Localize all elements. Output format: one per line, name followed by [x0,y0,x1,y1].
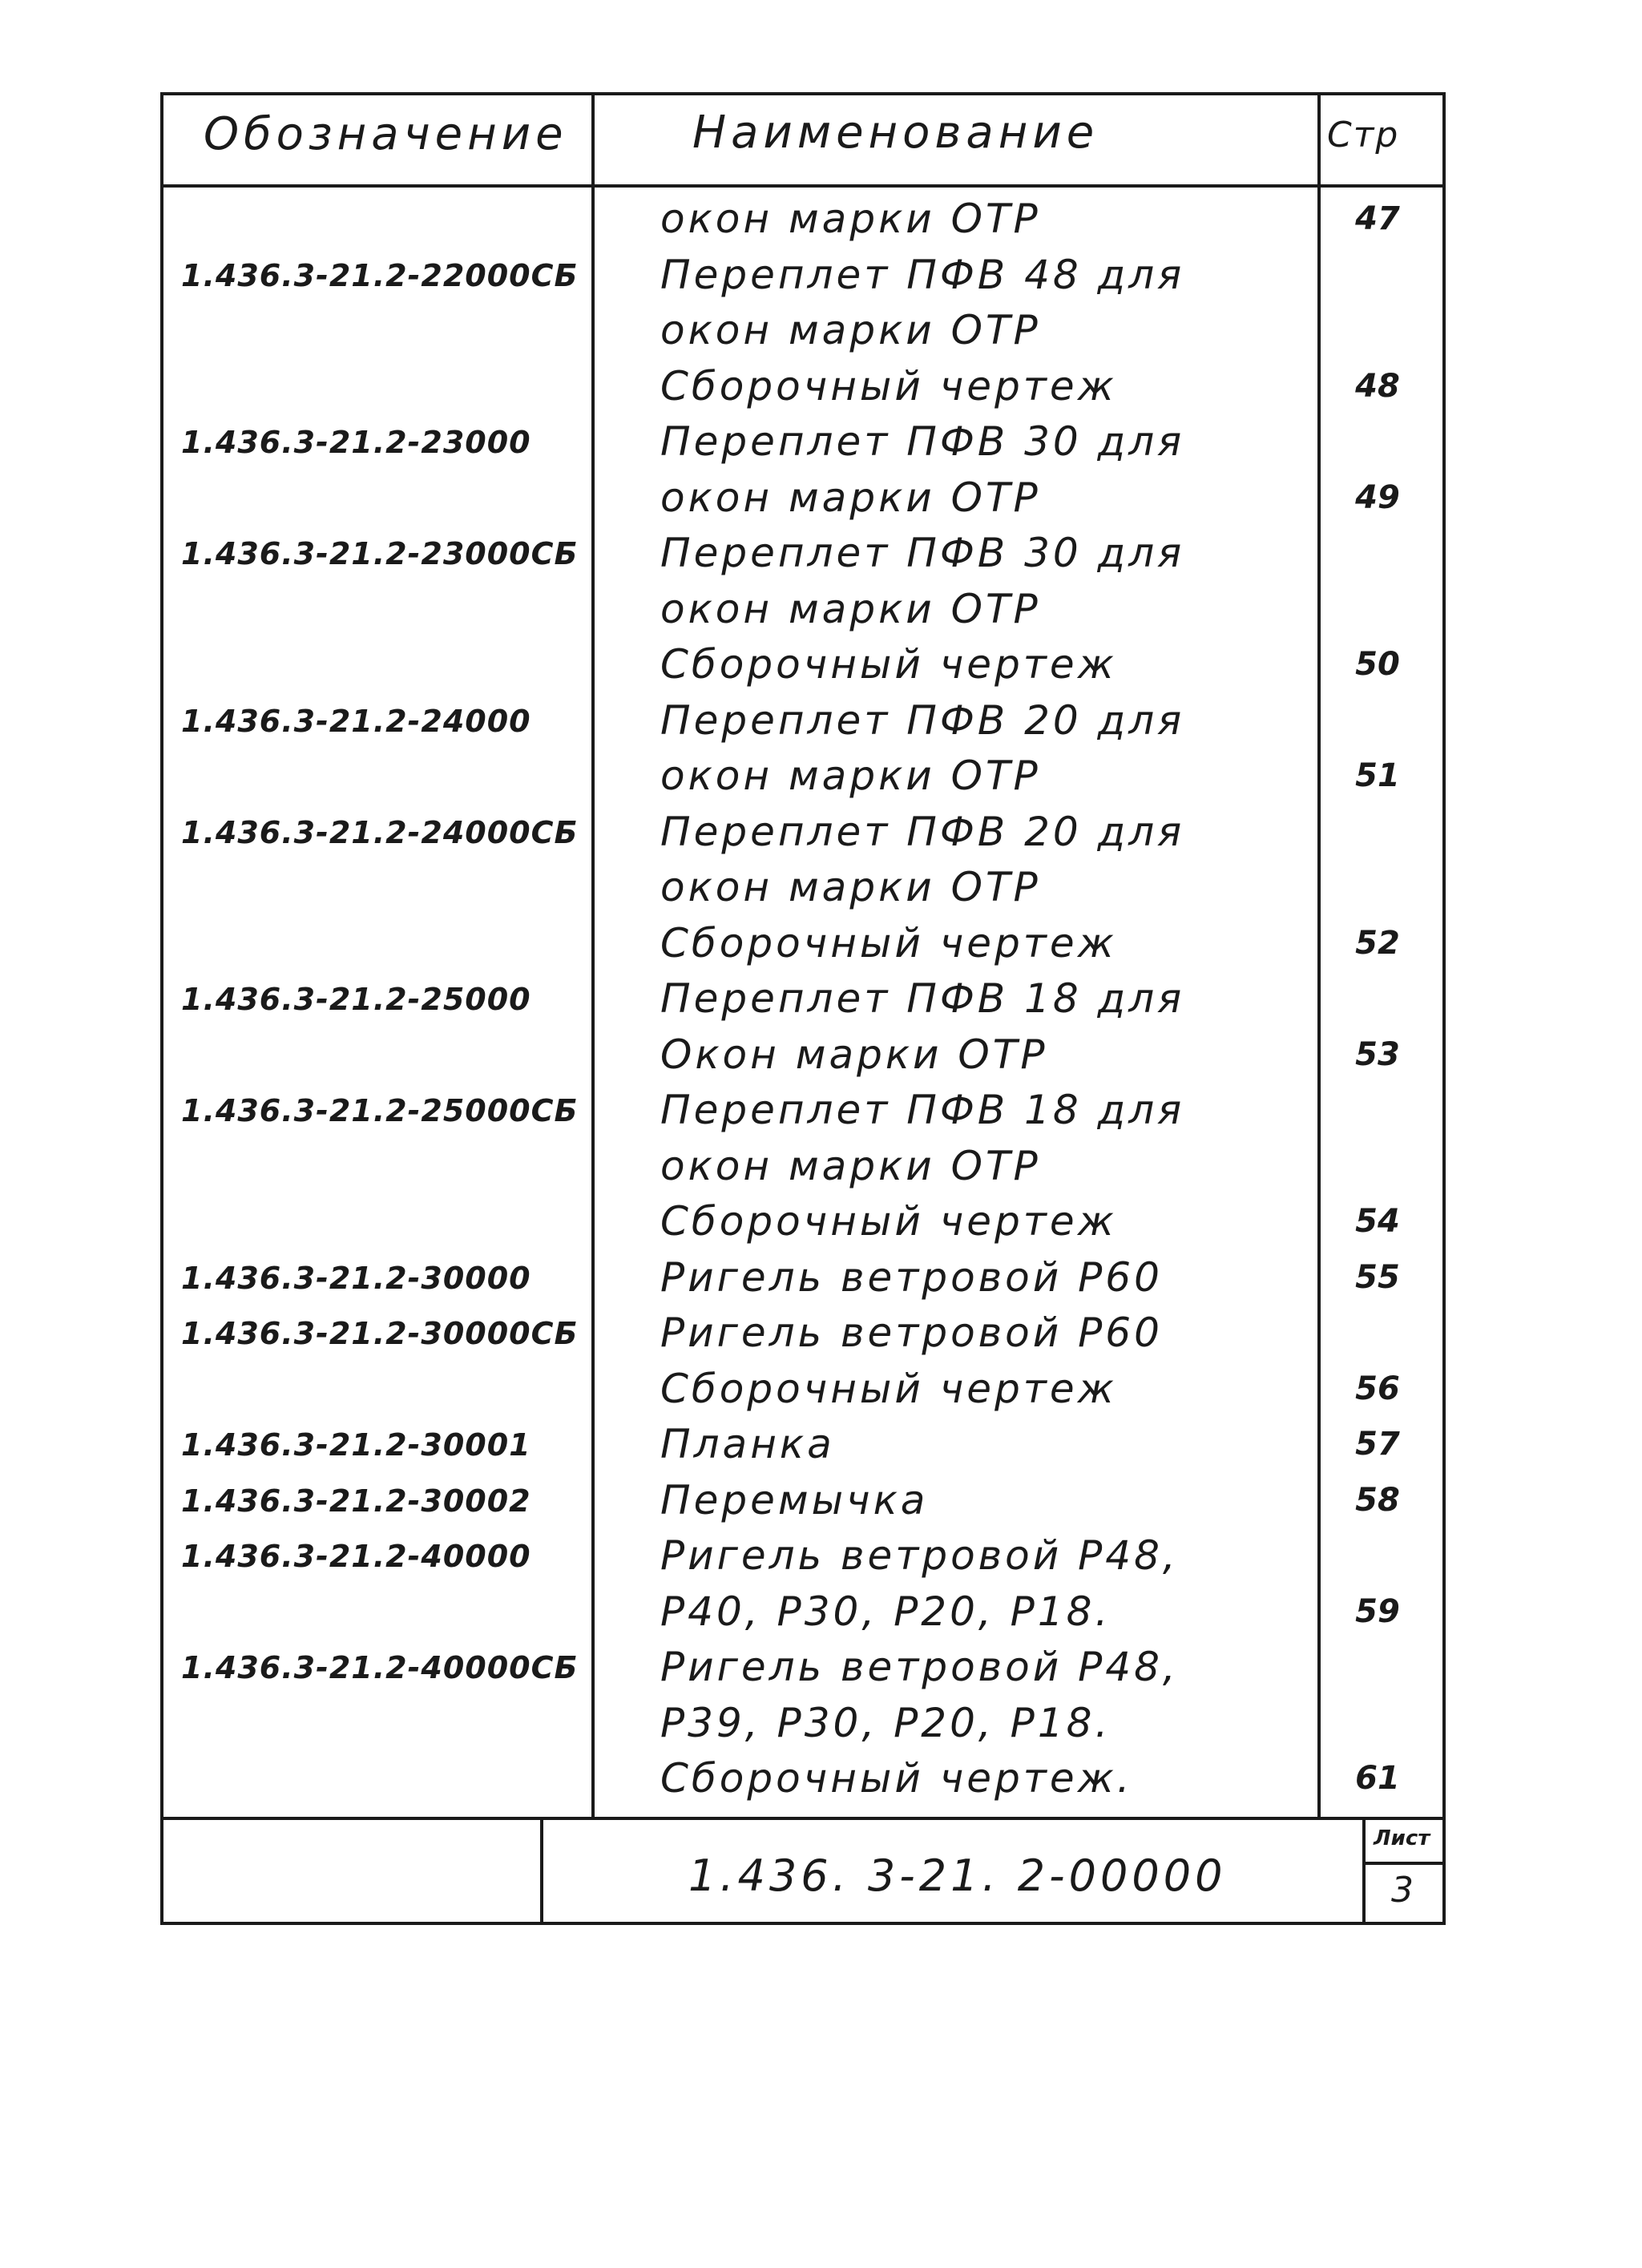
row-name: окон марки ОТР [660,196,1041,242]
row-page: 47 [1355,200,1400,237]
row-name: Ригель ветровой Р60 [660,1253,1163,1301]
row-name: Ригель ветровой Р48, [660,1532,1179,1579]
header-designation: Обозначение [204,108,568,160]
row-page: 55 [1355,1258,1400,1296]
row-name: Ригель ветровой Р48, [660,1644,1179,1690]
sheet-number: 3 [1391,1870,1414,1911]
row-page: 51 [1355,757,1400,794]
table-row [163,307,1446,360]
row-designation: 1.436.3-21.2-40000 [181,1539,531,1574]
footer-divider [163,1817,1446,1820]
row-page: 56 [1355,1370,1400,1407]
row-name: окон марки ОТР [660,307,1041,353]
row-page: 54 [1355,1203,1400,1240]
row-designation: 1.436.3-21.2-30001 [181,1427,531,1463]
row-page: 53 [1355,1035,1400,1073]
table-row [163,1421,1446,1474]
header-divider [163,184,1446,188]
row-designation: 1.436.3-21.2-30000СБ [181,1316,579,1351]
row-page: 50 [1355,646,1400,683]
row-name: Сборочный чертеж [660,362,1117,410]
document-sheet [160,92,1446,1925]
table-row [163,641,1446,694]
table-row [163,1031,1446,1084]
row-designation: 1.436.3-21.2-40000СБ [181,1650,579,1685]
table-row [163,975,1446,1028]
row-name: Сборочный чертеж [660,1365,1117,1412]
row-page: 61 [1355,1760,1400,1797]
table-row [163,418,1446,471]
footer-divider-right [1362,1817,1366,1925]
table-row [163,1532,1446,1585]
row-page: 58 [1355,1481,1400,1519]
table-row [163,196,1446,248]
table-row [163,252,1446,305]
row-name: Планка [660,1421,835,1467]
header-name: Наименование [692,107,1099,159]
row-name: Переплет ПФВ 20 для [660,808,1185,855]
table-row [163,1477,1446,1530]
table-row [163,363,1446,416]
row-name: окон марки ОТР [660,474,1041,521]
sheet-label: Лист [1374,1826,1430,1850]
row-name: окон марки ОТР [660,753,1041,799]
table-row [163,586,1446,639]
header-page: Стр [1327,115,1400,155]
table-row [163,1755,1446,1808]
row-name: Переплет ПФВ 20 для [660,696,1185,744]
footer-divider-left [540,1817,543,1925]
contents-table [163,196,1446,1814]
table-row [163,1366,1446,1419]
row-name: Переплет ПФВ 18 для [660,975,1185,1022]
table-row [163,530,1446,583]
row-name: Переплет ПФВ 18 для [660,1087,1185,1133]
row-designation: 1.436.3-21.2-22000СБ [181,257,579,293]
row-name: Окон марки ОТР [660,1031,1048,1078]
row-designation: 1.436.3-21.2-24000 [181,703,531,739]
row-designation: 1.436.3-21.2-30000 [181,1260,531,1296]
row-name: Перемычка [660,1476,929,1523]
table-row [163,1087,1446,1140]
row-name: окон марки ОТР [660,1142,1041,1189]
row-page: 52 [1355,924,1400,962]
table-row [163,920,1446,973]
row-designation: 1.436.3-21.2-23000СБ [181,536,579,571]
row-designation: 1.436.3-21.2-24000СБ [181,814,579,850]
table-row [163,474,1446,527]
table-row [163,697,1446,750]
row-page: 57 [1355,1426,1400,1463]
row-name: Переплет ПФВ 30 для [660,418,1185,465]
row-designation: 1.436.3-21.2-23000 [181,425,531,460]
table-row [163,1644,1446,1697]
row-designation: 1.436.3-21.2-25000СБ [181,1093,579,1128]
table-row [163,1198,1446,1251]
table-row [163,809,1446,862]
row-page: 59 [1355,1592,1400,1630]
table-row [163,753,1446,805]
row-name: Р39, Р30, Р20, Р18. [660,1699,1111,1746]
row-name: окон марки ОТР [660,864,1041,910]
table-row [163,1254,1446,1307]
table-row [163,1143,1446,1196]
table-row [163,1310,1446,1362]
row-page: 48 [1355,367,1400,405]
document-code: 1.436. 3-21. 2-00000 [688,1850,1227,1901]
row-page: 49 [1355,478,1400,516]
table-row [163,1588,1446,1641]
row-name: Переплет ПФВ 30 для [660,530,1185,576]
row-name: Сборочный чертеж. [660,1755,1133,1802]
table-row [163,1700,1446,1753]
table-row [163,864,1446,917]
row-name: Переплет ПФВ 48 для [660,251,1185,298]
row-name: Сборочный чертеж [660,1198,1117,1245]
row-name: Сборочный чертеж [660,641,1117,688]
row-name: окон марки ОТР [660,585,1041,632]
row-name: Р40, Р30, Р20, Р18. [660,1588,1111,1635]
sheet-box-divider [1362,1862,1446,1865]
row-name: Сборочный чертеж [660,919,1117,967]
row-name: Ригель ветровой Р60 [660,1310,1163,1356]
row-designation: 1.436.3-21.2-25000 [181,982,531,1017]
row-designation: 1.436.3-21.2-30002 [181,1483,531,1519]
